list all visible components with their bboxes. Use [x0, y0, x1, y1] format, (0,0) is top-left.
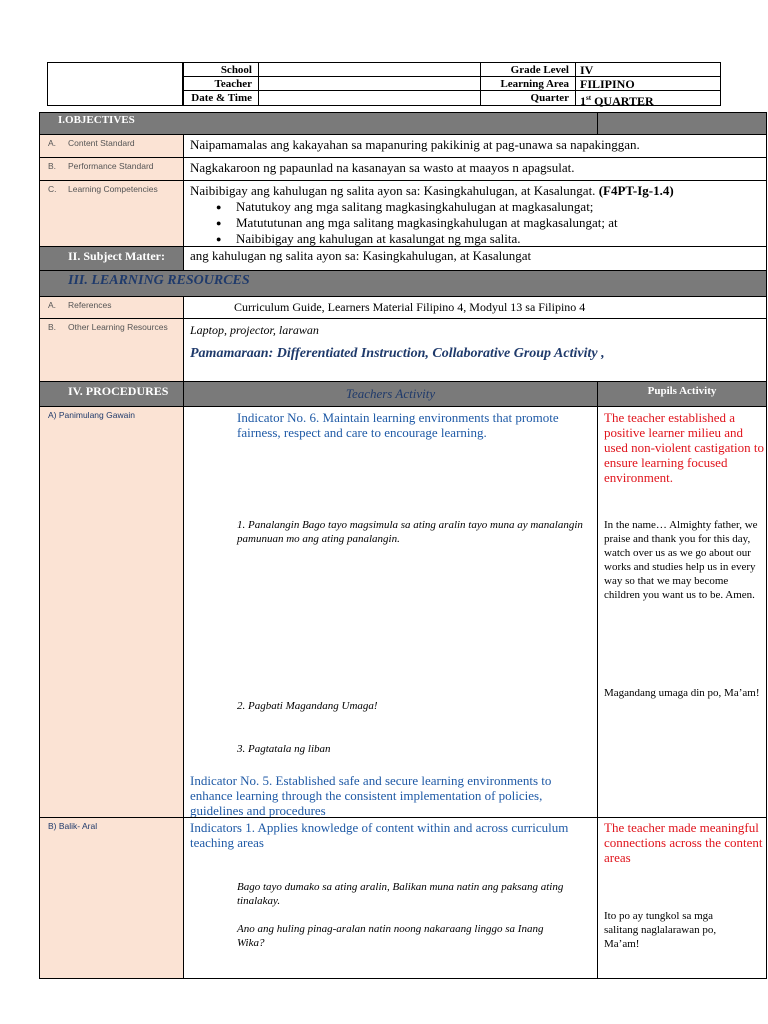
list-item: ● Matututunan ang mga salitang magkasingkahulugan at magkasalungat; at [190, 215, 766, 231]
school-label: School [183, 62, 259, 77]
row-key: B. [48, 322, 57, 332]
row-label: Performance Standard [68, 161, 154, 171]
row-label: References [68, 300, 112, 310]
learning-area-value: FILIPINO [575, 76, 721, 91]
learning-resources-heading: III. LEARNING RESOURCES [39, 270, 767, 297]
review-intro-text: Bago tayo dumako sa ating aralin, Balikan muna natin ang paksang ating tinalakay. [237, 881, 564, 907]
date-time-label: Date & Time [183, 90, 259, 106]
references-text: Curriculum Guide, Learners Material Filipino 4, Modyul 13 sa Filipino 4 [183, 296, 767, 319]
review-question-text: Ano ang huling pinag-aralan natin noong nakaraang linggo sa Inang Wika? [237, 923, 544, 949]
section-b-pupil-cell [597, 817, 767, 979]
objectives-bullet-list [190, 199, 766, 247]
prayer-response-text: In the name… Almighty father, we praise and thank you for this day, watch over us as we go about our works and studies help us in every way so that we may become children you want us to be. Amen. [604, 519, 758, 601]
row-label: Content Standard [68, 138, 135, 148]
content-standard-label [39, 134, 184, 158]
other-resources-cell [183, 318, 767, 382]
indicator-5-text: Indicator No. 5. Established safe and secure learning environments to enhance learning through the consistent implementation of policies, guidelines and procedures [190, 773, 552, 818]
references-label [39, 296, 184, 319]
grade-level-value: IV [575, 62, 721, 77]
row-key: B. [48, 161, 57, 171]
greeting-step-text: 2. Pagbati Magandang Umaga! [237, 700, 378, 712]
row-key: C. [48, 184, 57, 194]
teacher-note-b: The teacher made meaningful connections across the content areas [604, 820, 763, 865]
school-value[interactable] [258, 62, 481, 77]
greeting-response-text: Magandang umaga din po, Ma’am! [604, 687, 760, 699]
attendance-step-text: 3. Pagtatala ng liban [237, 743, 331, 755]
objectives-heading-right [597, 112, 767, 135]
learning-competencies-text [190, 183, 766, 199]
list-item: ● Natutukoy ang mga salitang magkasingkahulugan at magkasalungat; [190, 199, 766, 215]
objectives-heading: I.OBJECTIVES [39, 112, 598, 135]
row-key: A. [48, 300, 57, 310]
subject-matter-label: II. Subject Matter: [39, 246, 184, 271]
row-key: A. [48, 138, 57, 148]
quarter-number: 1 [580, 94, 586, 108]
quarter-text: QUARTER [591, 94, 654, 108]
logo-cell [47, 62, 183, 106]
learning-area-label: Learning Area [480, 76, 576, 91]
teachers-activity-heading: Teachers Activity [183, 381, 598, 407]
grade-level-label: Grade Level [480, 62, 576, 77]
performance-standard-label [39, 157, 184, 181]
row-label: Other Learning Resources [68, 322, 168, 332]
other-resources-label [39, 318, 184, 382]
panimulang-gawain-label: A) Panimulang Gawain [39, 406, 184, 818]
learning-competencies-cell [183, 180, 767, 247]
performance-standard-text: Nagkakaroon ng papaunlad na kasanayan sa wasto at maayos n apagsulat. [183, 157, 767, 181]
procedures-heading: IV. PROCEDURES [39, 381, 184, 407]
date-time-value[interactable] [258, 90, 481, 106]
indicator-6-text: Indicator No. 6. Maintain learning environments that promote fairness, respect and care to encourage learning. [237, 410, 559, 440]
teacher-value[interactable] [258, 76, 481, 91]
other-resources-text: Laptop, projector, larawan [190, 323, 319, 337]
competency-code: (F4PT-Ig-1.4) [598, 183, 674, 198]
section-a-pupil-cell [597, 406, 767, 818]
review-response-text: Ito po ay tungkol sa mga salitang naglalarawan po, Ma’am! [604, 910, 717, 950]
list-item: ● Naibibigay ang kahulugan at kasalungat ng mga salita. [190, 231, 766, 247]
content-standard-text: Naipamamalas ang kakayahan sa mapanuring pakikinig at pag-unawa sa napakinggan. [183, 134, 767, 158]
teacher-label: Teacher [183, 76, 259, 91]
subject-matter-text: ang kahulugan ng salita ayon sa: Kasingkahulugan, at Kasalungat [183, 246, 767, 271]
row-label: Learning Competencies [68, 184, 158, 194]
quarter-label: Quarter [480, 90, 576, 106]
pupils-activity-heading: Pupils Activity [597, 381, 767, 407]
balik-aral-label: B) Balik- Aral [39, 817, 184, 979]
learning-competencies-label [39, 180, 184, 247]
method-text: Pamamaraan: Differentiated Instruction, Collaborative Group Activity , [190, 346, 605, 361]
quarter-suffix: st [586, 94, 592, 102]
teacher-note-a: The teacher established a positive learner milieu and used non-violent castigation to ensure learning focused environment. [604, 410, 764, 485]
quarter-value [575, 90, 721, 106]
prayer-step-text: 1. Panalangin Bago tayo magsimula sa ating aralin tayo muna ay manalangin pamunuan mo ang ating panalangin. [237, 519, 583, 545]
indicator-1-text: Indicators 1. Applies knowledge of content within and across curriculum teaching areas [190, 820, 569, 850]
competency-text: Naibibigay ang kahulugan ng salita ayon sa: Kasingkahulugan, at Kasalungat. [190, 183, 596, 198]
section-b-teacher-cell [183, 817, 598, 979]
section-a-teacher-cell [183, 406, 598, 818]
